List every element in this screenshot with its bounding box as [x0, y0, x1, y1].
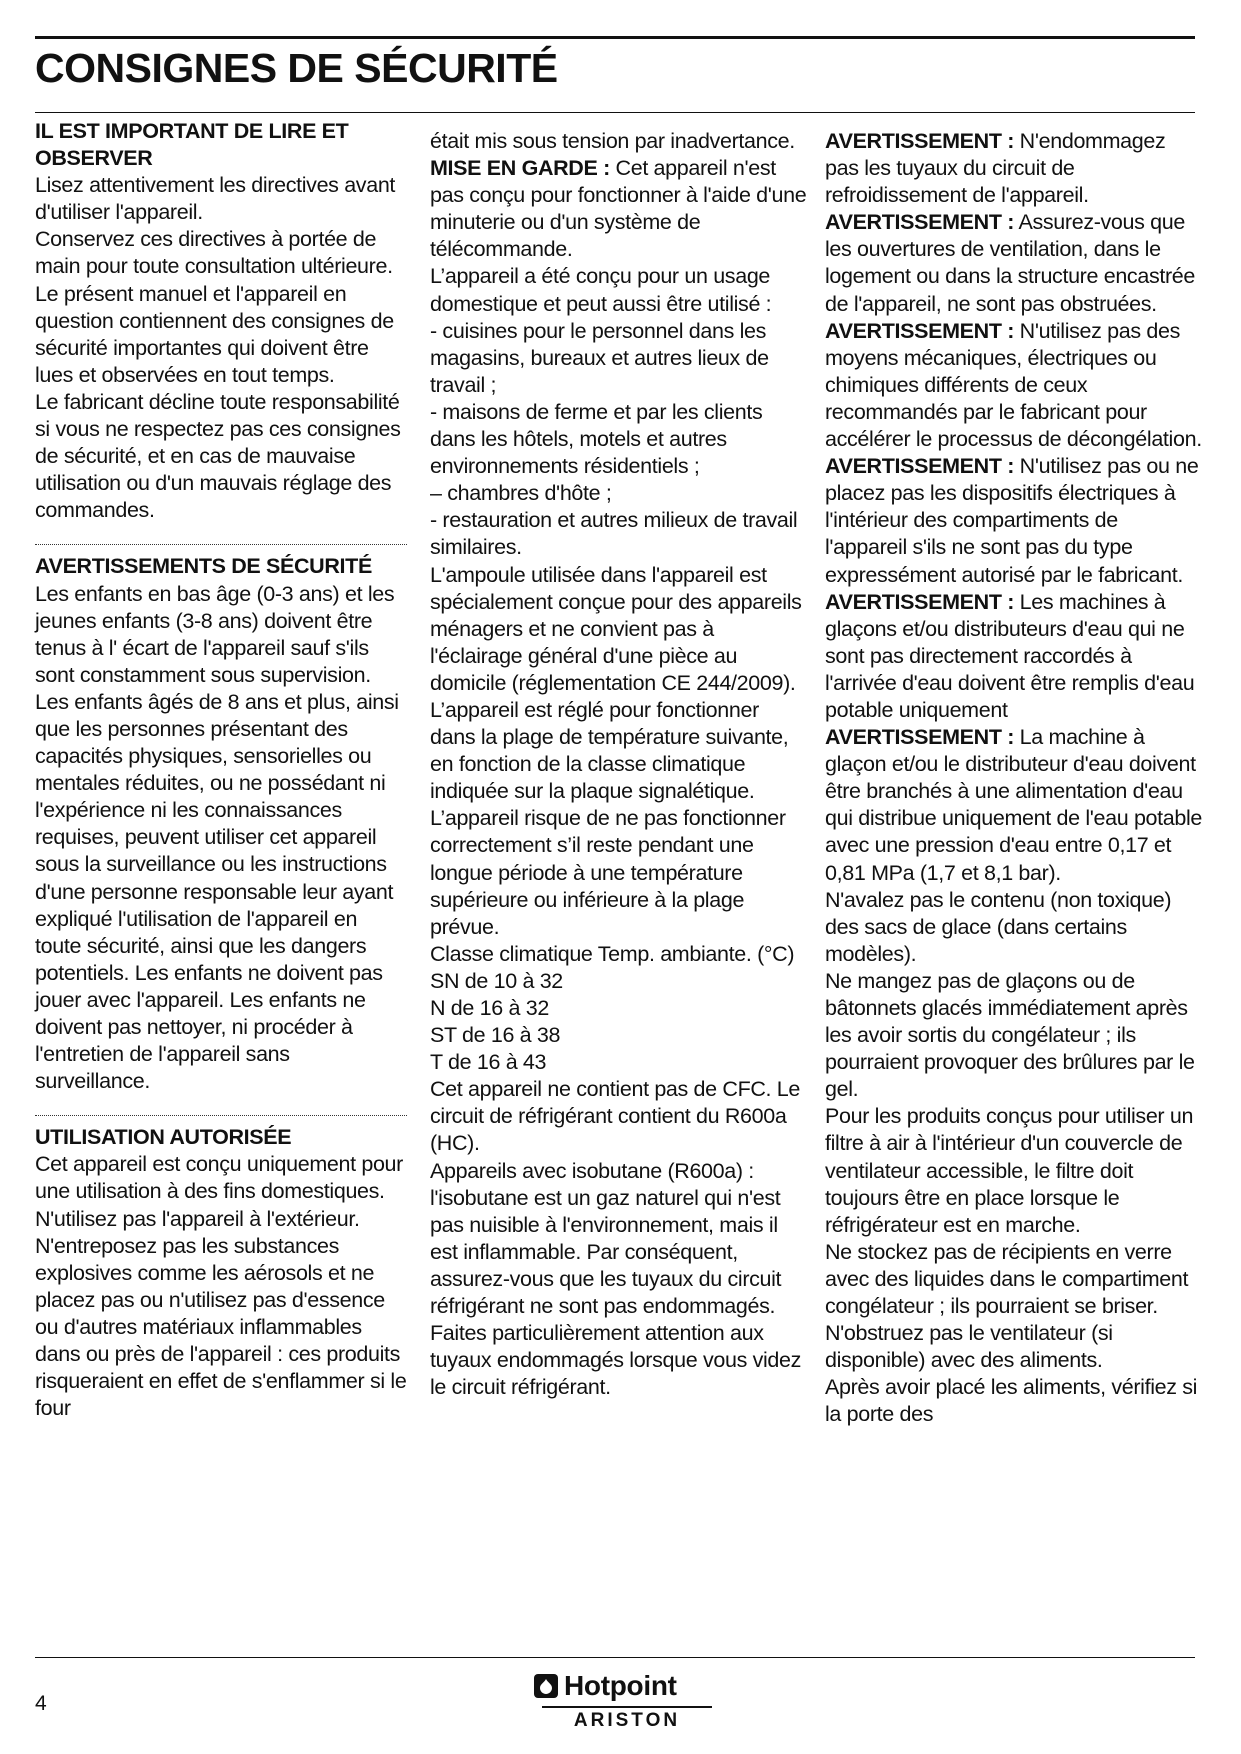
- text: N'utilisez pas ou ne placez pas les dispositifs électriques à l'intérieur des compartiments de l'appareil s'ils ne sont pas du type expressément autorisé par le fabricant.: [825, 454, 1199, 587]
- warning-paragraph: [825, 209, 1203, 317]
- list-item: - cuisines pour le personnel dans les magasins, bureaux et autres lieux de travail ;: [430, 318, 769, 397]
- label-avertissement: AVERTISSEMENT :: [825, 454, 1015, 479]
- paragraph: Après avoir placé les aliments, vérifiez si la porte des: [825, 1375, 1198, 1427]
- column-1: [35, 118, 407, 1422]
- paragraph: Ne mangez pas de glaçons ou de bâtonnets glacés immédiatement après les avoir sortis du congélateur ; ils pourraient provoquer des brûlures par le gel.: [825, 968, 1195, 1102]
- paragraph: Ne stockez pas de récipients en verre avec des liquides dans le compartiment congélateur ; ils pourraient se briser.: [825, 1239, 1189, 1319]
- title-rule: [35, 112, 1195, 113]
- paragraph: N'utilisez pas l'appareil à l'extérieur.: [35, 1206, 360, 1231]
- paragraph: était mis sous tension par inadvertance.: [430, 129, 795, 153]
- paragraph: Appareils avec isobutane (R600a) : l'isobutane est un gaz naturel qui n'est pas nuisible à l'environnement, mais il est inflammable. Par conséquent, assurez-vous que les tuyaux du circuit réfrigérant ne sont pas endommagés. Faites particulièrement attention aux tuyaux endommagés lorsque vous videz le circuit réfrigérant.: [430, 1158, 802, 1400]
- column-3: [825, 128, 1203, 1429]
- climate-row: T de 16 à 43: [430, 1050, 547, 1075]
- paragraph: Le présent manuel et l'appareil en question contiennent des consignes de sécurité importantes qui doivent être lues et observées en tout temps.: [35, 281, 394, 387]
- label-avertissement: AVERTISSEMENT :: [825, 318, 1015, 343]
- paragraph: Lisez attentivement les directives avant d'utiliser l'appareil.: [35, 173, 396, 225]
- paragraph: L'ampoule utilisée dans l'appareil est spécialement conçue pour des appareils ménagers et ne convient pas à l'éclairage général d'une pièce au domicile (réglementation CE 244/2009).: [430, 562, 802, 695]
- dotted-separator: [35, 544, 407, 545]
- text: N'utilisez pas des moyens mécaniques, électriques ou chimiques différents de ceux recommandés par le fabricant pour accélérer le processus de décongélation.: [825, 318, 1202, 452]
- paragraph: N'obstruez pas le ventilateur (si disponible) avec des aliments.: [825, 1321, 1113, 1373]
- paragraph: L’appareil est réglé pour fonctionner dans la plage de température suivante, en fonction de la classe climatique indiquée sur la plaque signalétique. L’appareil risque de ne pas fonctionner correctement s’il reste pendant une longue période à une température supérieure ou inférieure à la plage prévue.: [430, 697, 789, 939]
- text: Assurez-vous que les ouvertures de ventilation, dans le logement ou dans la structure encastrée de l'appareil, ne sont pas obstruées.: [825, 210, 1195, 316]
- warning-paragraph: [825, 318, 1203, 453]
- paragraph: N'entreposez pas les substances explosives comme les aérosols et ne placez pas ou n'utilisez pas d'essence ou d'autres matériaux inflammables dans ou près de l'appareil : ces produits risqueraient en effet de s'enflammer si le four: [35, 1233, 407, 1421]
- logo-rule: [542, 1706, 712, 1708]
- climate-row: SN de 10 à 32: [430, 968, 563, 993]
- brand-sub: ARISTON: [573, 1710, 681, 1731]
- text: Les machines à glaçons et/ou distributeurs d'eau qui ne sont pas directement raccordés à l'arrivée d'eau doivent être remplis d'eau potable uniquement: [825, 589, 1195, 722]
- paragraph: Conservez ces directives à portée de main pour toute consultation ultérieure.: [35, 227, 393, 279]
- text: Cet appareil n'est pas conçu pour fonctionner à l'aide d'une minuterie ou d'un système de télécommande.: [430, 156, 807, 262]
- text: La machine à glaçon et/ou le distributeur d'eau doivent être branchés à une alimentation d'eau qui distribue uniquement de l'eau potable avec une pression d'eau entre 0,17 et 0,81 MPa (1,7 et 8,1 bar).: [825, 725, 1203, 885]
- paragraph: Les enfants âgés de 8 ans et plus, ainsi que les personnes présentant des capacités physiques, sensorielles ou mentales réduites, ou ne possédant ni l'expérience ni les connaissances requises, peuvent utiliser cet appareil sous la surveillance ou les instructions d'une personne responsable leur ayant expliqué l'utilisation de l'appareil en toute sécurité, ainsi que les dangers potentiels. Les enfants ne doivent pas jouer avec l'appareil. Les enfants ne doivent pas nettoyer, ni procéder à l'entretien de l'appareil sans surveillance.: [35, 689, 399, 1094]
- hotpoint-logo-icon: [534, 1674, 558, 1698]
- warning-paragraph: [825, 724, 1203, 887]
- warning-paragraph: [825, 589, 1203, 724]
- text: N'endommagez pas les tuyaux du circuit de refroidissement de l'appareil.: [825, 129, 1166, 208]
- dotted-separator: [35, 1115, 407, 1116]
- heading-lire-observer: IL EST IMPORTANT DE LIRE ET OBSERVER: [35, 119, 349, 171]
- brand-name: Hotpoint: [564, 1670, 677, 1701]
- paragraph: Cet appareil ne contient pas de CFC. Le circuit de réfrigérant contient du R600a (HC).: [430, 1077, 800, 1156]
- hotpoint-ariston-logo: [534, 1668, 720, 1734]
- label-avertissement: AVERTISSEMENT :: [825, 129, 1015, 153]
- page-number: 4: [35, 1692, 47, 1715]
- label-avertissement: AVERTISSEMENT :: [825, 725, 1015, 750]
- heading-utilisation: UTILISATION AUTORISÉE: [35, 1125, 292, 1150]
- heading-avertissements: AVERTISSEMENTS DE SÉCURITÉ: [35, 554, 372, 579]
- paragraph: N'avalez pas le contenu (non toxique) des sacs de glace (dans certains modèles).: [825, 887, 1172, 966]
- paragraph: Les enfants en bas âge (0-3 ans) et les jeunes enfants (3-8 ans) doivent être tenus à l' écart de l'appareil sauf s'ils sont constamment sous supervision.: [35, 581, 395, 687]
- warning-paragraph: [825, 128, 1203, 209]
- paragraph: Cet appareil est conçu uniquement pour une utilisation à des fins domestiques.: [35, 1152, 403, 1204]
- paragraph: Classe climatique Temp. ambiante. (°C): [430, 941, 795, 966]
- label-mise-en-garde: MISE EN GARDE :: [430, 156, 610, 181]
- top-rule: [35, 36, 1195, 39]
- warning-paragraph: [825, 453, 1203, 588]
- paragraph: L’appareil a été conçu pour un usage domestique et peut aussi être utilisé :: [430, 264, 772, 316]
- paragraph: Le fabricant décline toute responsabilité si vous ne respectez pas ces consignes de sécurité, et en cas de mauvaise utilisation ou d'un mauvais réglage des commandes.: [35, 389, 401, 523]
- list-item: - restauration et autres milieux de travail similaires.: [430, 508, 798, 560]
- column-2: [430, 128, 808, 1401]
- climate-row: ST de 16 à 38: [430, 1023, 561, 1048]
- paragraph: Pour les produits conçus pour utiliser un filtre à air à l'intérieur d'un couvercle de ventilateur accessible, le filtre doit toujours être en place lorsque le réfrigérateur est en marche.: [825, 1104, 1194, 1237]
- list-item: - maisons de ferme et par les clients dans les hôtels, motels et autres environnements résidentiels ;: [430, 399, 763, 479]
- bottom-rule: [35, 1657, 1195, 1658]
- paragraph-mise-en-garde: [430, 155, 808, 263]
- list-item: – chambres d'hôte ;: [430, 481, 612, 506]
- label-avertissement: AVERTISSEMENT :: [825, 589, 1015, 614]
- page-title: CONSIGNES DE SÉCURITÉ: [35, 45, 558, 91]
- label-avertissement: AVERTISSEMENT :: [825, 210, 1015, 235]
- climate-row: N de 16 à 32: [430, 996, 549, 1020]
